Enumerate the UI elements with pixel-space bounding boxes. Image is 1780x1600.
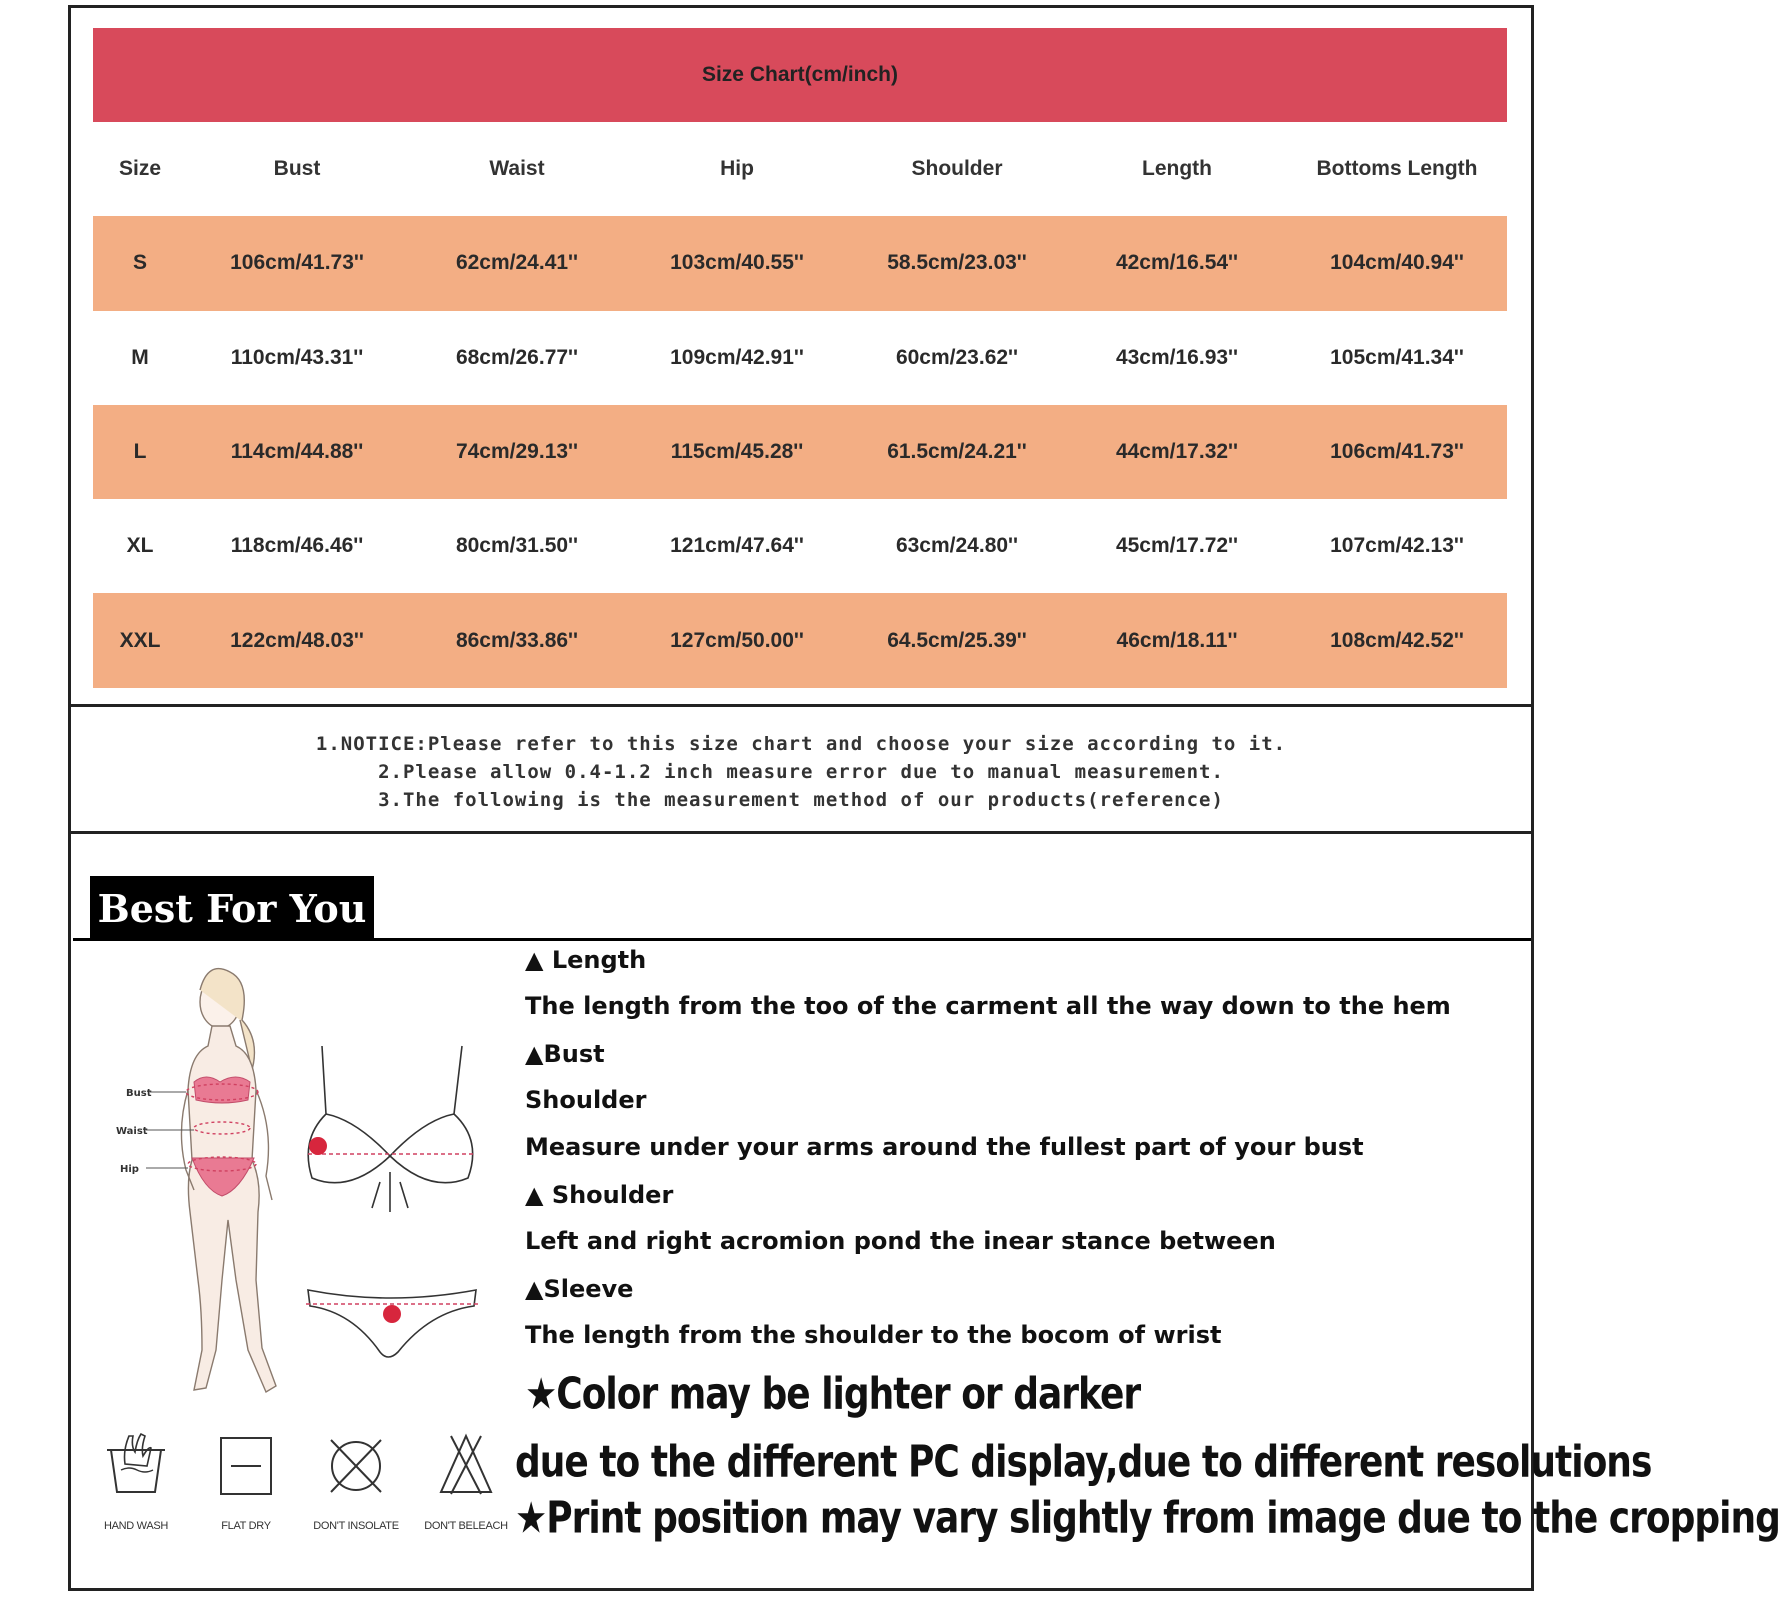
- figure-label-leaders: [146, 1092, 194, 1168]
- table-cell: 127cm/50.00'': [670, 628, 804, 652]
- column-header: Bottoms Length: [1316, 157, 1478, 181]
- dont-bleach-icon: [433, 1430, 499, 1500]
- table-cell: 118cm/46.46'': [230, 534, 364, 558]
- column-header: Waist: [489, 157, 545, 181]
- table-row: [93, 593, 1507, 687]
- flat-dry-label: FLAT DRY: [221, 1520, 271, 1532]
- notice-line: 1.NOTICE:Please refer to this size chart and choose your size according to it.: [315, 733, 1287, 755]
- flat-dry: [196, 1430, 296, 1532]
- table-cell: 64.5cm/25.39'': [887, 628, 1027, 652]
- table-cell: 44cm/17.32'': [1115, 440, 1239, 464]
- size-chart-table: [93, 122, 1507, 688]
- sleeve-heading: ▲Sleeve: [525, 1275, 634, 1303]
- table-cell: 42cm/16.54'': [1115, 251, 1239, 275]
- column-header: Size: [118, 157, 162, 181]
- table-cell: 46cm/18.11'': [1116, 628, 1238, 652]
- hand-wash: [86, 1430, 186, 1532]
- table-cell: 121cm/47.64'': [670, 534, 804, 558]
- notice-line: 2.Please allow 0.4-1.2 inch measure error due to manual measurement.: [378, 761, 1224, 783]
- table-cell: 61.5cm/24.21'': [887, 440, 1027, 464]
- table-cell: 105cm/41.34'': [1330, 345, 1464, 369]
- table-cell: 108cm/42.52'': [1330, 628, 1464, 652]
- table-row: [93, 311, 1507, 405]
- bust-marker-icon: [309, 1137, 327, 1155]
- waist-label: Waist: [116, 1126, 148, 1137]
- table-cell: 114cm/44.88'': [230, 440, 364, 464]
- table-cell: 115cm/45.28'': [670, 440, 804, 464]
- dont-bleach-label: DON'T BELEACH: [424, 1520, 508, 1532]
- length-heading: ▲ Length: [525, 946, 647, 974]
- table-cell: 63cm/24.80'': [895, 534, 1019, 558]
- table-cell: 106cm/41.73'': [230, 251, 364, 275]
- table-row: [93, 405, 1507, 499]
- notice-line: 3.The following is the measurement method of our products(reference): [378, 789, 1224, 811]
- measurement-illustration: [90, 950, 510, 1420]
- shoulder-heading: ▲ Shoulder: [525, 1181, 674, 1209]
- table-cell: 80cm/31.50'': [455, 534, 579, 558]
- hip-label: Hip: [120, 1164, 139, 1175]
- table-cell: L: [133, 440, 147, 464]
- table-cell: XL: [126, 534, 154, 558]
- bust-label: Bust: [126, 1088, 152, 1099]
- table-cell: 107cm/42.13'': [1330, 534, 1464, 558]
- table-cell: 109cm/42.91'': [670, 345, 804, 369]
- bust-description: Measure under your arms around the fullest part of your bust: [525, 1133, 1364, 1161]
- notice-text: [71, 730, 1531, 814]
- bust-subheading: Shoulder: [525, 1086, 647, 1114]
- table-cell: 106cm/41.73'': [1330, 440, 1464, 464]
- column-header: Hip: [720, 157, 754, 181]
- table-cell: 60cm/23.62'': [895, 345, 1019, 369]
- dont-bleach: [416, 1430, 516, 1532]
- table-header-row: [93, 122, 1507, 216]
- best-for-you-underline: [73, 938, 1531, 941]
- table-cell: M: [131, 345, 149, 369]
- best-for-you-tab: Best For You: [90, 876, 374, 941]
- table-cell: 122cm/48.03'': [230, 628, 364, 652]
- dont-insolate: [306, 1430, 406, 1532]
- table-cell: 45cm/17.72'': [1115, 534, 1239, 558]
- color-note: ★Color may be lighter or darker: [525, 1370, 1141, 1420]
- column-header: Shoulder: [911, 157, 1003, 181]
- length-description: The length from the too of the carment all the way down to the hem: [525, 992, 1451, 1020]
- sleeve-description: The length from the shoulder to the bocom of wrist: [525, 1321, 1222, 1349]
- section-divider: [68, 831, 1534, 834]
- table-cell: 103cm/40.55'': [670, 251, 804, 275]
- column-header: Bust: [273, 157, 321, 181]
- size-chart-title: Size Chart(cm/inch): [93, 28, 1507, 122]
- care-icons: [86, 1430, 516, 1540]
- section-divider: [68, 704, 1534, 707]
- table-cell: 86cm/33.86'': [455, 628, 579, 652]
- bikini-top-sketch: [308, 1046, 472, 1212]
- table-cell: 68cm/26.77'': [455, 345, 579, 369]
- display-note: due to the different PC display,due to different resolutions: [515, 1438, 1652, 1488]
- hand-wash-icon: [103, 1430, 169, 1500]
- table-row: [93, 216, 1507, 310]
- bikini-bottom-sketch: [308, 1290, 476, 1357]
- table-cell: 62cm/24.41'': [455, 251, 579, 275]
- hip-marker-icon: [383, 1305, 401, 1323]
- hand-wash-label: HAND WASH: [103, 1520, 169, 1532]
- table-cell: 110cm/43.31'': [230, 345, 364, 369]
- dont-insolate-label: DON'T INSOLATE: [313, 1520, 399, 1532]
- table-cell: S: [132, 251, 147, 275]
- flat-dry-icon: [213, 1430, 279, 1500]
- print-note: ★Print position may vary slightly from image due to the cropping: [515, 1494, 1780, 1544]
- table-row: [93, 499, 1507, 593]
- table-cell: 104cm/40.94'': [1330, 251, 1464, 275]
- table-cell: 58.5cm/23.03'': [887, 251, 1027, 275]
- bust-heading: ▲Bust: [525, 1040, 605, 1068]
- table-cell: XXL: [119, 628, 161, 652]
- table-cell: 74cm/29.13'': [455, 440, 579, 464]
- shoulder-description: Left and right acromion pond the inear stance between: [525, 1227, 1276, 1255]
- column-header: Length: [1142, 157, 1212, 181]
- table-cell: 43cm/16.93'': [1115, 345, 1239, 369]
- dont-insolate-icon: [323, 1430, 389, 1500]
